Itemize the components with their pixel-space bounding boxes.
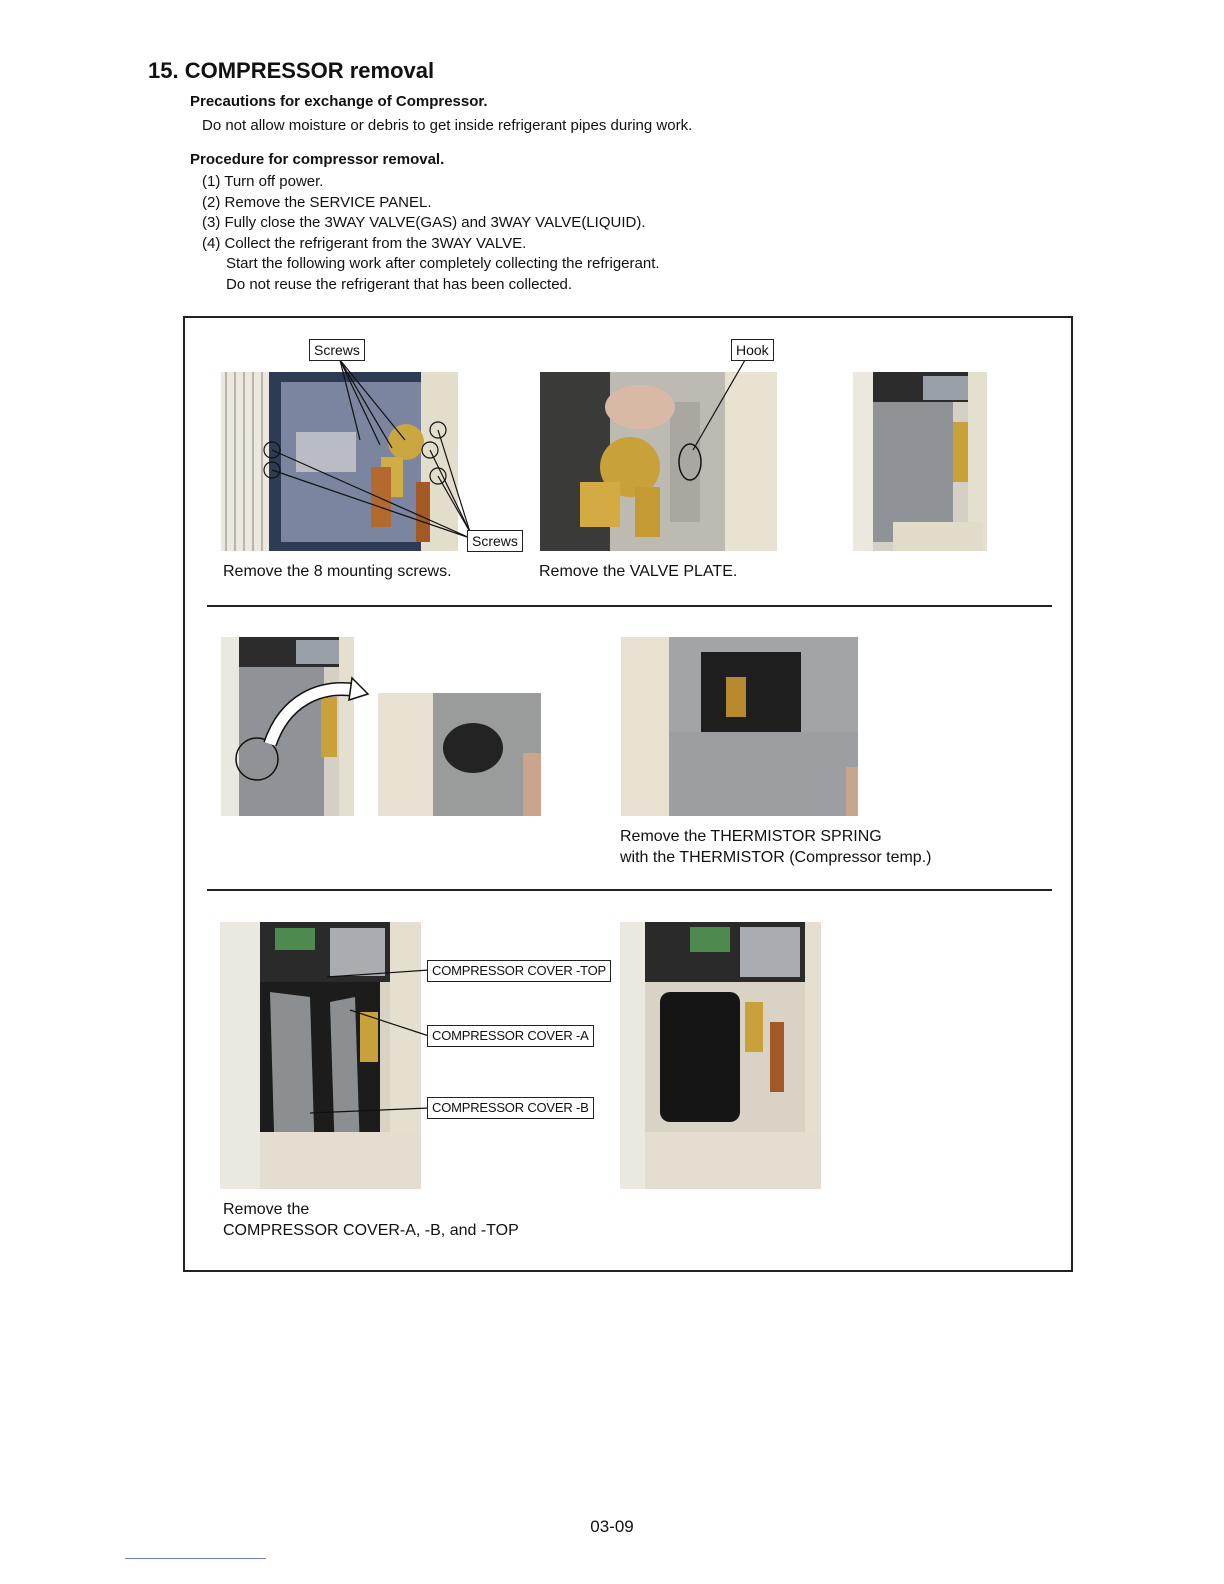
section-divider	[207, 889, 1052, 891]
footer-rule	[125, 1558, 266, 1559]
caption-valve-plate: Remove the VALVE PLATE.	[539, 563, 738, 580]
page-number: 03-09	[590, 1517, 634, 1536]
photo-valve-plate	[540, 372, 777, 551]
procedure-note: Do not reuse the refrigerant that has been collected.	[226, 276, 573, 293]
caption-thermistor-line1: Remove the THERMISTOR SPRING	[620, 828, 882, 845]
precautions-text: Do not allow moisture or debris to get inside refrigerant pipes during work.	[202, 117, 693, 134]
label-compressor-cover-top: COMPRESSOR COVER -TOP	[427, 960, 611, 982]
caption-thermistor-line2: with the THERMISTOR (Compressor temp.)	[620, 849, 932, 866]
caption-covers-line1: Remove the	[223, 1201, 310, 1218]
section-divider	[207, 605, 1052, 607]
procedure-step: (4) Collect the refrigerant from the 3WAY VALVE.	[202, 235, 527, 252]
caption-mounting-screws: Remove the 8 mounting screws.	[223, 563, 452, 580]
procedure-note: Start the following work after completely collecting the refrigerant.	[226, 255, 660, 272]
photo-compressor-exposed	[620, 922, 821, 1189]
photo-compressor-covers	[220, 922, 421, 1189]
photo-unit-open	[853, 372, 987, 551]
label-compressor-cover-a: COMPRESSOR COVER -A	[427, 1025, 594, 1047]
procedure-step: (2) Remove the SERVICE PANEL.	[202, 194, 432, 211]
label-screws-top: Screws	[309, 339, 365, 361]
precautions-title: Precautions for exchange of Compressor.	[190, 93, 488, 110]
procedure-step: (3) Fully close the 3WAY VALVE(GAS) and 3WAY VALVE(LIQUID).	[202, 214, 646, 231]
procedure-title: Procedure for compressor removal.	[190, 151, 445, 168]
page-title: 15. COMPRESSOR removal	[148, 58, 435, 83]
label-compressor-cover-b: COMPRESSOR COVER -B	[427, 1097, 594, 1119]
procedure-step: (1) Turn off power.	[202, 173, 324, 190]
label-hook: Hook	[731, 339, 774, 361]
photo-thermistor-spring	[621, 637, 858, 816]
photo-mounting-screws	[221, 372, 458, 551]
label-screws-bottom: Screws	[467, 530, 523, 552]
photo-thermistor-closeup	[378, 693, 541, 816]
caption-covers-line2: COMPRESSOR COVER-A, -B, and -TOP	[223, 1222, 519, 1239]
photo-thermistor-location	[221, 637, 354, 816]
